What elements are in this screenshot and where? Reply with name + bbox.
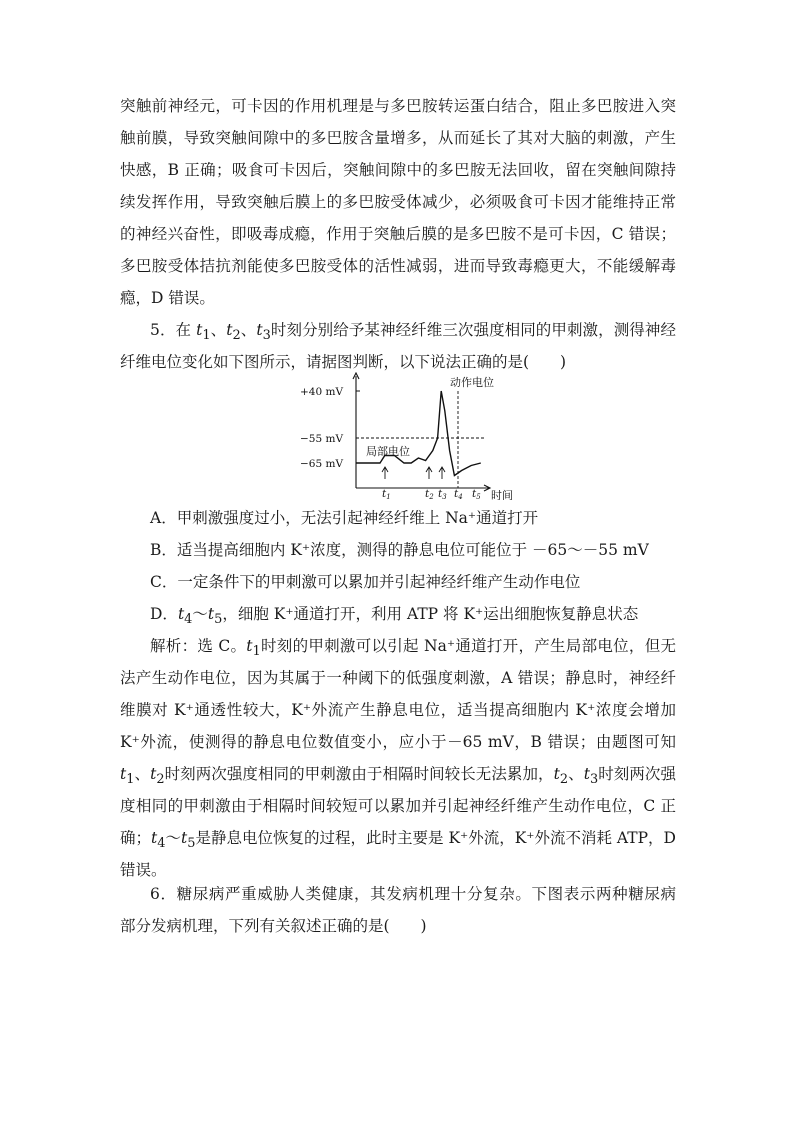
potential-chart — [298, 372, 522, 500]
explanation-continued — [120, 90, 676, 378]
action-potential-label: 动作电位 — [450, 376, 494, 389]
option-a: A．甲刺激强度过小，无法引起神经纤维上 Na⁺通道打开 — [150, 509, 539, 527]
text-line: 触前膜，导致突触间隙中的多巴胺含量增多，从而延长了其对大脑的刺激，产生 — [120, 129, 676, 147]
text-line: 续发挥作用，导致突触后膜上的多巴胺受体减少，必须吸食可卡因才能维持正常 — [120, 193, 676, 211]
question-5-analysis — [120, 630, 676, 886]
y-tick-label: +40 mV — [300, 386, 344, 398]
membrane-potential-figure — [298, 372, 522, 500]
analysis-line: 错误。 — [120, 861, 167, 879]
x-tick-t1: t1 — [382, 488, 391, 500]
stimulus-arrow — [426, 467, 432, 479]
membrane-potential-curve — [356, 391, 481, 476]
y-tick-label: −55 mV — [300, 433, 344, 445]
x-tick-t3: t3 — [438, 488, 447, 500]
analysis-line: 解析：选 C。$t_1$时刻的甲刺激可以引起 Na⁺通道打开，产生局部电位，但无 — [150, 637, 676, 660]
question-5-line-1: 5．在 $t_1$、$t_2$、$t_3$时刻分别给予某神经纤维三次强度相同的甲刺激，测得神经 — [150, 321, 676, 344]
question-6-line-2: 部分发病机理，下列有关叙述正确的是( ) — [120, 917, 427, 935]
local-potential-label: 局部电位 — [366, 445, 410, 458]
x-tick-t5: t5 — [472, 488, 481, 500]
question-6-line-1: 6．糖尿病严重威胁人类健康，其发病机理十分复杂。下图表示两种糖尿病 — [150, 885, 676, 903]
question-6 — [120, 878, 676, 942]
x-axis-label: 时间 — [491, 489, 513, 500]
question-5-options — [120, 502, 676, 630]
analysis-line: $t_1$、$t_2$时刻两次强度相同的甲刺激由于相隔时间较长无法累加，$t_2$、$t_3$时刻两次强 — [120, 765, 676, 788]
option-b: B．适当提高细胞内 K⁺浓度，测得的静息电位可能位于 －65～－55 mV — [150, 541, 649, 559]
stimulus-arrow — [382, 467, 388, 479]
text-line: 的神经兴奋性，即吸毒成瘾，作用于突触后膜的是多巴胺不是可卡因，C 错误； — [120, 225, 676, 243]
option-c: C．一定条件下的甲刺激可以累加并引起神经纤维产生动作电位 — [150, 573, 581, 591]
text-line: 多巴胺受体拮抗剂能使多巴胺受体的活性减弱，进而导致毒瘾更大，不能缓解毒 — [120, 257, 676, 275]
text-line: 突触前神经元，可卡因的作用机理是与多巴胺转运蛋白结合，阻止多巴胺进入突 — [120, 97, 676, 115]
analysis-line: 确；$t_4\sim t_5$是静息电位恢复的过程，此时主要是 K⁺外流，K⁺外流不消耗 ATP，D — [120, 829, 676, 852]
text-line: 快感，B 正确；吸食可卡因后，突触间隙中的多巴胺无法回收，留在突触间隙持 — [120, 161, 676, 179]
x-tick-labels — [382, 488, 481, 500]
analysis-line: 法产生动作电位，因为其属于一种阈下的低强度刺激，A 错误；静息时，神经纤 — [120, 669, 676, 687]
x-tick-t4: t4 — [454, 488, 463, 500]
analysis-line: 维膜对 K⁺通透性较大，K⁺外流产生静息电位，适当提高细胞内 K⁺浓度会增加 — [120, 701, 676, 719]
analysis-line: 度相同的甲刺激由于相隔时间较短可以累加并引起神经纤维产生动作电位，C 正 — [120, 797, 676, 815]
question-5-line-2: 纤维电位变化如下图所示，请据图判断，以下说法正确的是( ) — [120, 353, 567, 371]
x-tick-t2: t2 — [425, 488, 434, 500]
stimulus-arrows — [382, 467, 445, 479]
text-line: 瘾，D 错误。 — [120, 289, 215, 307]
stimulus-arrow — [439, 467, 445, 479]
analysis-line: K⁺外流，使测得的静息电位数值变小，应小于－65 mV，B 错误；由题图可知 — [120, 733, 676, 751]
option-d: D．$t_4\sim t_5$，细胞 K⁺通道打开，利用 ATP 将 K⁺运出细胞恢复静息状态 — [150, 605, 639, 628]
y-tick-label: −65 mV — [300, 458, 344, 470]
